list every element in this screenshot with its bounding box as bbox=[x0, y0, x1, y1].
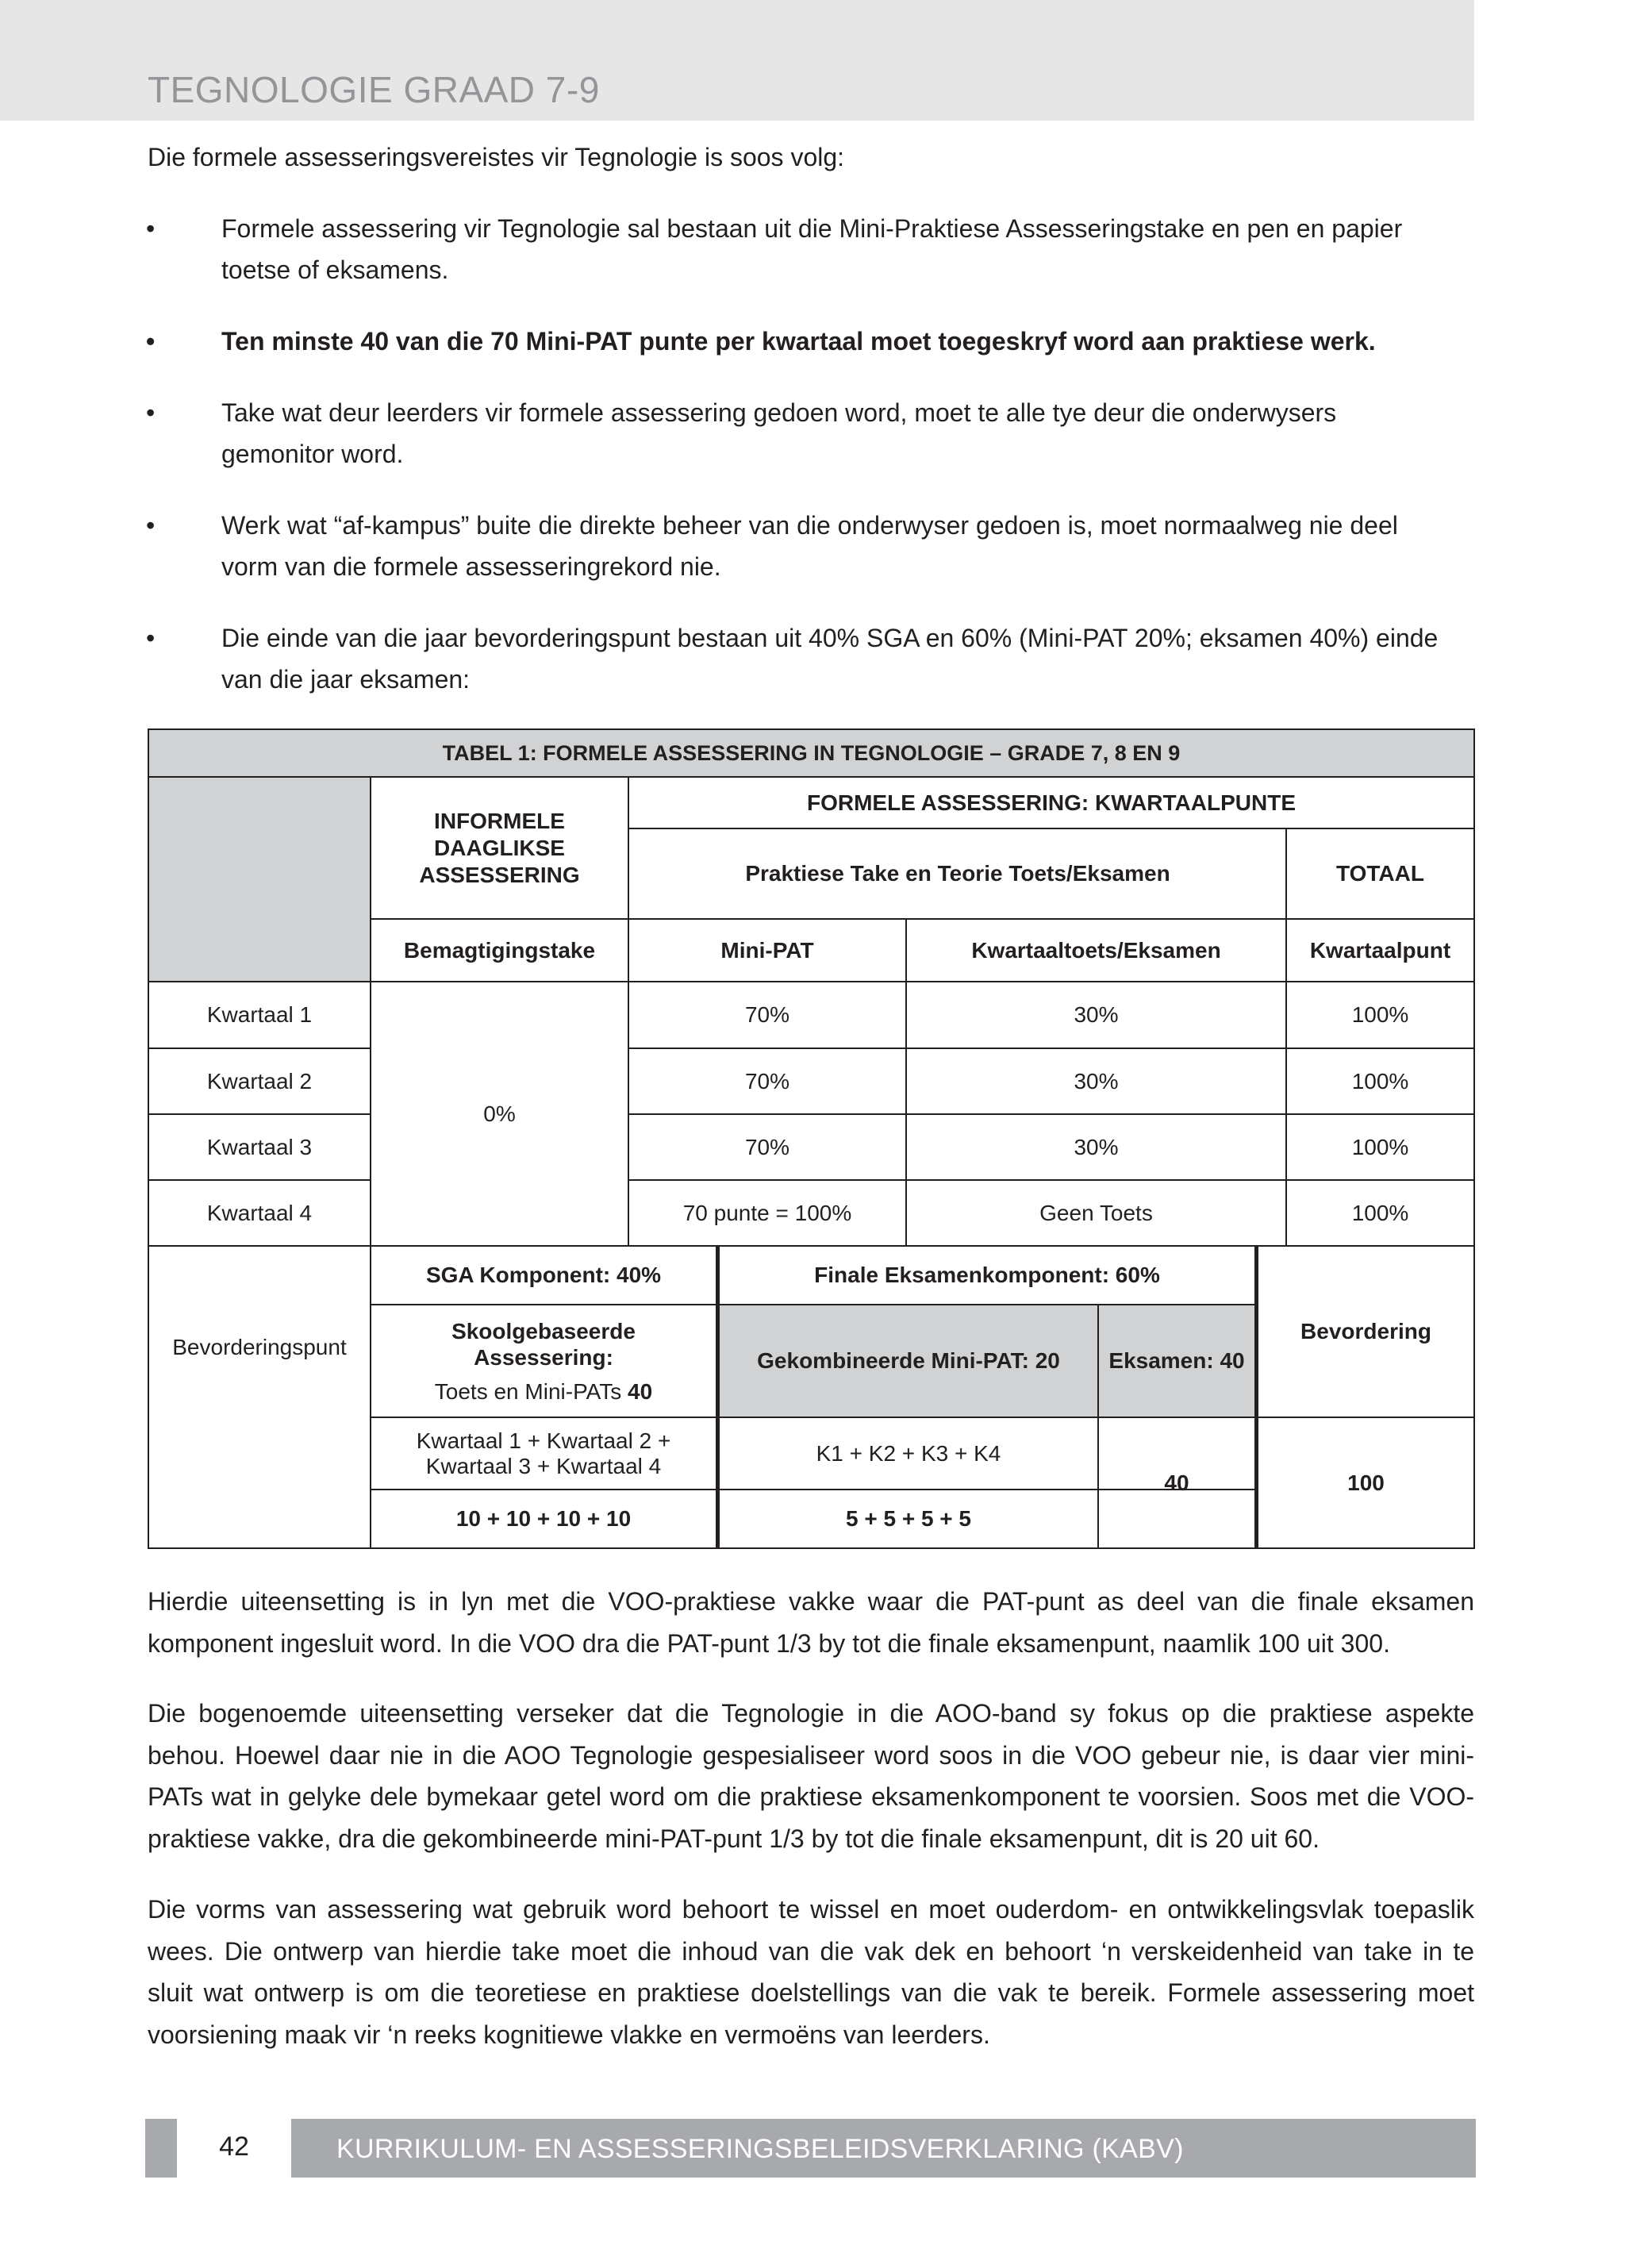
paragraph-line: Hierdie uiteensetting is in lyn met die VOO-praktiese vakke waar die PAT-punt as deel van die finale eksamen bbox=[148, 1587, 1474, 1616]
bullet-line: toetse of eksamens. bbox=[221, 256, 449, 284]
skool-line bbox=[435, 1378, 652, 1405]
paragraph-line: sluit wat ontwerp is om die teoretiese en praktiese doelstellings van die vak te bereik. Formele assessering moet bbox=[148, 1978, 1474, 2007]
row-label: Kwartaal 2 bbox=[206, 1068, 313, 1094]
bullet-symbol: • bbox=[146, 398, 156, 427]
informal-value: 0% bbox=[483, 1101, 516, 1126]
row-label: Kwartaal 3 bbox=[206, 1134, 313, 1159]
skoolgebaseerde-assessering bbox=[371, 1305, 716, 1417]
paragraph-line: praktiese vakke, dra die gekombineerde mini-PAT-punt 1/3 by tot die finale eksamenpunt, dit is 20 uit 60. bbox=[148, 1824, 1320, 1853]
row-toets: 30% bbox=[1074, 1002, 1119, 1027]
skool-line: Assessering: bbox=[474, 1344, 613, 1370]
assessment-table bbox=[148, 728, 1475, 1549]
paragraph bbox=[148, 1889, 1474, 2055]
total-header: TOTAAL bbox=[1336, 861, 1424, 886]
kwartaal-sum-line: Kwartaal 3 + Kwartaal 4 bbox=[425, 1453, 662, 1478]
bullet-line: Die einde van die jaar bevorderingspunt bestaan uit 40% SGA en 60% (Mini-PAT 20%; eksamen 40%) einde bbox=[221, 624, 1439, 652]
bullet-item-bold bbox=[221, 321, 1475, 362]
practical-header: Praktiese Take en Teorie Toets/Eksamen bbox=[745, 861, 1170, 886]
bullet-symbol: • bbox=[146, 327, 156, 356]
bevordering-header: Bevordering bbox=[1300, 1319, 1431, 1344]
row-toets: Geen Toets bbox=[1039, 1200, 1153, 1225]
bullet-item bbox=[221, 392, 1475, 475]
row-punt: 100% bbox=[1351, 1068, 1409, 1094]
subheader-kwartaaltoets: Kwartaaltoets/Eksamen bbox=[971, 937, 1221, 963]
row-punt: 100% bbox=[1351, 1200, 1409, 1225]
paragraph-line: behou. Hoewel daar nie in die AOO Tegnologie gespesialiseer word soos in die VOO gebeur nie, is daar vier mini- bbox=[148, 1740, 1474, 1770]
minipat-sum: 5 + 5 + 5 + 5 bbox=[845, 1506, 972, 1531]
formal-header: FORMELE ASSESSERING: KWARTAALPUNTE bbox=[806, 790, 1296, 815]
k-sum: K1 + K2 + K3 + K4 bbox=[816, 1440, 1001, 1466]
skool-line-prefix: Toets en Mini-PATs bbox=[434, 1378, 628, 1404]
subheader-bemagtigingstake: Bemagtigingstake bbox=[403, 937, 596, 963]
row-minipat: 70 punte = 100% bbox=[682, 1200, 852, 1225]
row-minipat: 70% bbox=[744, 1002, 790, 1027]
row-toets: 30% bbox=[1074, 1068, 1119, 1094]
gekombineerde-minipat: Gekombineerde Mini-PAT: 20 bbox=[757, 1348, 1060, 1373]
paragraph-line: Die bogenoemde uiteensetting verseker dat die Tegnologie in die AOO-band sy fokus op die praktiese aspekte bbox=[148, 1699, 1474, 1728]
row-minipat: 70% bbox=[744, 1068, 790, 1094]
paragraph-line: komponent ingesluit word. In die VOO dra die PAT-punt 1/3 by tot die finale eksamenpunt, naamlik 100 uit 300. bbox=[148, 1628, 1390, 1658]
bevordering-label: Bevorderingspunt bbox=[172, 1335, 347, 1359]
informal-header-line: INFORMELE bbox=[434, 808, 565, 833]
bullet-symbol: • bbox=[146, 511, 156, 540]
informal-header-line: ASSESSERING bbox=[419, 862, 580, 887]
subheader-kwartaalpunt: Kwartaalpunt bbox=[1309, 937, 1451, 963]
row-label: Kwartaal 1 bbox=[206, 1002, 313, 1027]
paragraph-line: voorsiening maak vir ‘n reeks kognitiewe vlakke en vermoëns van leerders. bbox=[148, 2020, 990, 2049]
bullet-item bbox=[221, 617, 1475, 700]
footer-title: KURRIKULUM- EN ASSESSERINGSBELEIDSVERKLARING (KABV) bbox=[336, 2134, 1184, 2164]
bullet-item bbox=[221, 505, 1475, 587]
intro-text: Die formele assesseringsvereistes vir Tegnologie is soos volg: bbox=[148, 143, 845, 171]
bullet-line: van die jaar eksamen: bbox=[221, 665, 471, 694]
skool-line-bold: 40 bbox=[628, 1378, 653, 1404]
bullet-item bbox=[221, 208, 1475, 290]
row-punt: 100% bbox=[1351, 1002, 1409, 1027]
row-punt: 100% bbox=[1351, 1134, 1409, 1159]
bevordering-value: 100 bbox=[1347, 1470, 1385, 1495]
subheader-minipat: Mini-PAT bbox=[720, 937, 814, 963]
sga-header: SGA Komponent: 40% bbox=[425, 1263, 662, 1287]
paragraph bbox=[148, 1693, 1474, 1859]
bullet-line: gemonitor word. bbox=[221, 440, 404, 468]
eksamen-header: Eksamen: 40 bbox=[1108, 1348, 1245, 1373]
row-toets: 30% bbox=[1074, 1134, 1119, 1159]
bullet-symbol: • bbox=[146, 214, 156, 243]
table-corner-bg bbox=[148, 776, 370, 982]
paragraph-line: Die vorms van assessering wat gebruik word behoort te wissel en moet ouderdom- en ontwikkelingsvlak toepaslik bbox=[148, 1895, 1474, 1924]
row-minipat: 70% bbox=[744, 1134, 790, 1159]
finale-header: Finale Eksamenkomponent: 60% bbox=[814, 1263, 1160, 1287]
bullet-line: Take wat deur leerders vir formele assessering gedoen word, moet te alle tye deur die onderwysers bbox=[221, 398, 1337, 427]
page-number: 42 bbox=[219, 2132, 249, 2162]
kwartaal-sum bbox=[371, 1418, 716, 1489]
row-label: Kwartaal 4 bbox=[206, 1200, 313, 1225]
informal-header bbox=[371, 778, 628, 918]
bullet-symbol: • bbox=[146, 624, 156, 652]
paragraph-line: PATs wat in gelyke dele bymekaar getel word om die praktiese eksamenkomponent te voorsien. Soos met die VOO- bbox=[148, 1782, 1474, 1811]
eksamen-value: 40 bbox=[1164, 1470, 1189, 1495]
bullet-line: Ten minste 40 van die 70 Mini-PAT punte per kwartaal moet toegeskryf word aan praktiese werk. bbox=[221, 327, 1376, 356]
bullet-line: Werk wat “af-kampus” buite die direkte beheer van die onderwyser gedoen is, moet normaalweg nie deel bbox=[221, 511, 1398, 540]
sga-sum: 10 + 10 + 10 + 10 bbox=[455, 1506, 632, 1531]
running-header-title: TEGNOLOGIE GRAAD 7-9 bbox=[148, 69, 600, 110]
bullet-line: Formele assessering vir Tegnologie sal bestaan uit die Mini-Praktiese Assesseringstake en pen en papier bbox=[221, 214, 1403, 243]
bullet-line: vorm van die formele assesseringrekord nie. bbox=[221, 552, 721, 581]
kwartaal-sum-line: Kwartaal 1 + Kwartaal 2 + bbox=[416, 1428, 671, 1453]
paragraph bbox=[148, 1581, 1474, 1664]
paragraph-line: wees. Die ontwerp van hierdie take moet die inhoud van die vak dek en behoort ‘n verskeidenheid van take in te bbox=[148, 1936, 1474, 1966]
skool-line: Skoolgebaseerde bbox=[451, 1318, 636, 1344]
informal-header-line: DAAGLIKSE bbox=[434, 835, 565, 860]
table-caption: TABEL 1: FORMELE ASSESSERING IN TEGNOLOGIE – GRADE 7, 8 EN 9 bbox=[442, 741, 1181, 765]
